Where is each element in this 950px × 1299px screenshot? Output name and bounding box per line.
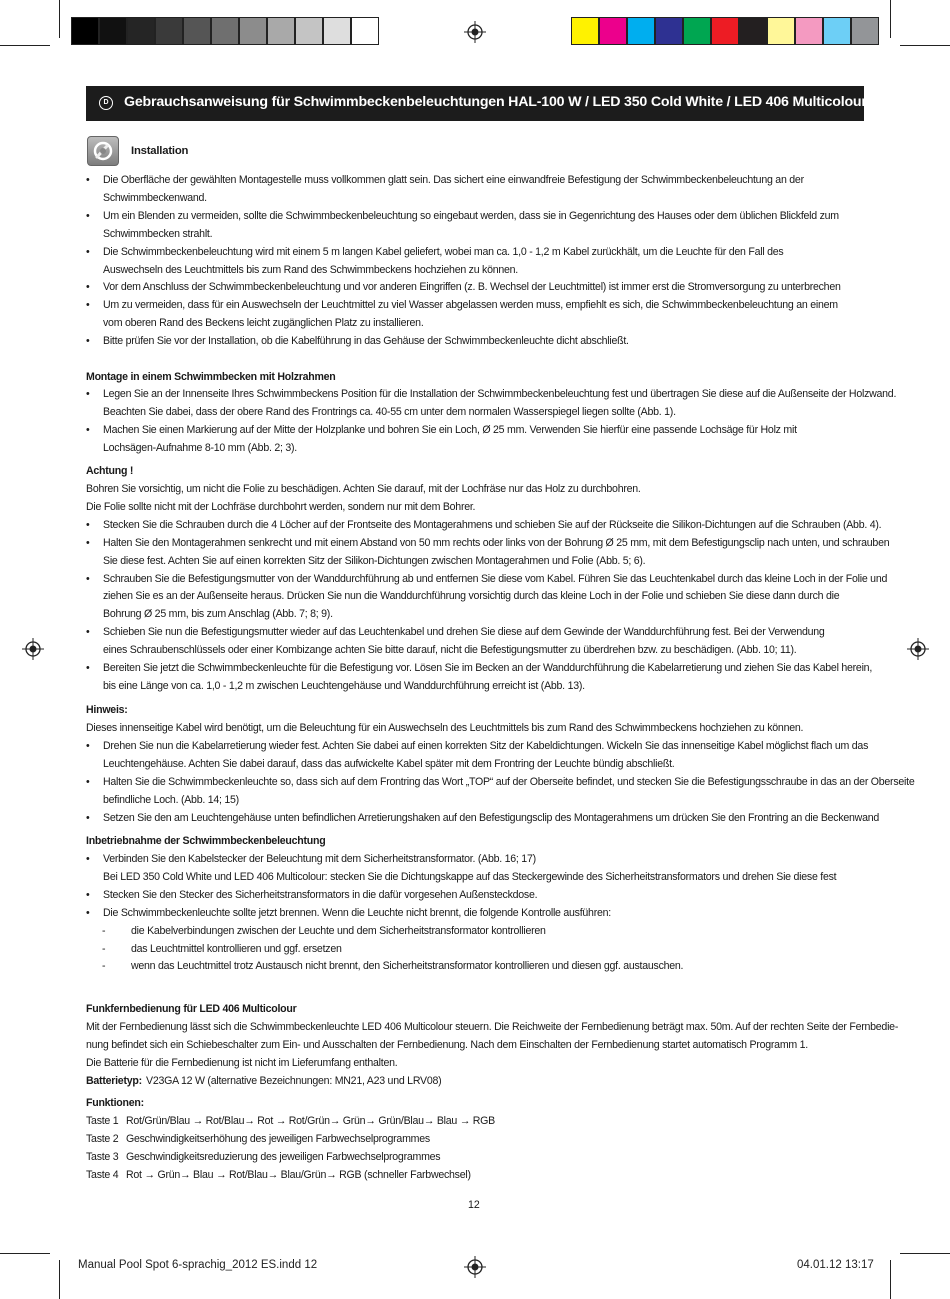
- bullet-marker: •: [86, 626, 90, 639]
- bullet-marker: •: [86, 174, 90, 186]
- function-description: Rot/Grün/Blau → Rot/Blau→ Rot → Rot/Grün→ Grün→ Grün/Blau→ Blau → RGB: [126, 1115, 495, 1127]
- bullet-marker: •: [86, 388, 90, 400]
- bullet-marker: •: [86, 811, 90, 824]
- color-swatch: [571, 17, 599, 45]
- bullet-marker: •: [86, 775, 90, 788]
- gray-swatch: [239, 17, 267, 45]
- color-swatch: [739, 17, 767, 45]
- color-swatch: [599, 17, 627, 45]
- battery-type-value: V23GA 12 W (alternative Bezeichnungen: MN21, A23 und LRV08): [146, 1074, 442, 1087]
- gray-swatch: [99, 17, 127, 45]
- section-heading-remote: Funkfernbedienung für LED 406 Multicolour: [86, 1003, 297, 1015]
- list-item: Schieben Sie nun die Befestigungsmutter wieder auf das Leuchtenkabel und drehen Sie diese auf dem Gewinde der Wanddurchführung fest. Bei der Verwendung: [103, 626, 825, 639]
- list-item: Leuchtengehäuse. Achten Sie dabei darauf, dass das aufwickelte Kabel später mit dem Frontring der Leuchte bündig abschließt.: [103, 757, 675, 770]
- crop-mark: [900, 1253, 950, 1254]
- registration-mark-icon: [22, 638, 44, 660]
- dash-marker: -: [102, 942, 106, 955]
- crop-mark: [0, 45, 50, 46]
- function-key: Taste 2: [86, 1132, 119, 1145]
- bullet-marker: •: [86, 853, 90, 865]
- section-heading-achtung: Achtung !: [86, 465, 134, 477]
- color-swatch: [711, 17, 739, 45]
- crop-mark: [900, 45, 950, 46]
- list-item: Stecken Sie den Stecker des Sicherheitstransformators in die dafür vorgesehen Außensteckdose.: [103, 888, 538, 901]
- list-item: wenn das Leuchtmittel trotz Austausch nicht brennt, den Sicherheitstransformator kontrollieren und diesen ggf. austauschen.: [131, 960, 684, 973]
- list-item: Bei LED 350 Cold White und LED 406 Multicolour: stecken Sie die Dichtungskappe auf das Steckergewinde des Sicherheitstransformators und drehen Sie diese fest: [103, 870, 837, 883]
- paragraph-line: Mit der Fernbedienung lässt sich die Schwimmbeckenleuchte LED 406 Multicolour steuern. Die Reichweite der Fernbedienung beträgt max. 50m. Auf der rechten Seite der Fernbedie-: [86, 1021, 899, 1033]
- bullet-marker: •: [86, 423, 90, 436]
- gray-swatch: [127, 17, 155, 45]
- list-item: Schwimmbeckenwand.: [103, 191, 207, 204]
- gray-swatch: [183, 17, 211, 45]
- list-item: vom oberen Rand des Beckens leicht zugänglichen Platz zu installieren.: [103, 317, 424, 330]
- paragraph-line: Die Folie sollte nicht mit der Lochfräse durchbohrt werden, sondern nur mit dem Bohrer.: [86, 500, 476, 513]
- list-item: Legen Sie an der Innenseite Ihres Schwimmbeckens Position für die Installation der Schwimmbeckenbeleuchtung fest und übertragen Sie diese auf die Außenseite der Holzwand.: [103, 388, 897, 400]
- bullet-marker: •: [86, 335, 90, 348]
- section-heading-funktionen: Funktionen:: [86, 1097, 144, 1109]
- gray-swatch: [295, 17, 323, 45]
- registration-mark-icon: [907, 638, 929, 660]
- list-item: Beachten Sie dabei, dass der obere Rand des Frontrings ca. 40-55 cm unter dem normalen Wasserspiegel liegen sollte (Abb. 1).: [103, 405, 676, 418]
- bullet-marker: •: [86, 518, 90, 531]
- crop-mark: [59, 1260, 60, 1299]
- bullet-marker: •: [86, 572, 90, 585]
- list-item: Halten Sie die Schwimmbeckenleuchte so, dass sich auf dem Frontring das Wort „TOP“ auf der Oberseite befindet, und stecken Sie die Befestigungsschraube in das an der Oberseite: [103, 775, 915, 788]
- gray-swatch: [351, 17, 379, 45]
- function-description: Geschwindigkeitserhöhung des jeweiligen Farbwechselprogrammes: [126, 1132, 430, 1145]
- function-key: Taste 3: [86, 1150, 119, 1163]
- bullet-marker: •: [86, 536, 90, 549]
- bullet-marker: •: [86, 245, 90, 258]
- section-heading-hinweis: Hinweis:: [86, 704, 128, 716]
- function-description: Rot → Grün→ Blau → Rot/Blau→ Blau/Grün→ RGB (schneller Farbwechsel): [126, 1168, 471, 1181]
- bullet-marker: •: [86, 281, 90, 294]
- color-swatch: [655, 17, 683, 45]
- bullet-marker: •: [86, 888, 90, 901]
- function-key: Taste 1: [86, 1115, 119, 1127]
- paragraph-line: Dieses innenseitige Kabel wird benötigt, um die Beleuchtung für ein Auswechseln des Leuchtmittels bis zum Rand des Schwimmbeckens hochziehen zu können.: [86, 722, 804, 734]
- dash-marker: -: [102, 924, 106, 937]
- list-item: Drehen Sie nun die Kabelarretierung wieder fest. Achten Sie dabei auf einen korrekten Sitz der Kabeldichtungen. Wickeln Sie das innenseitige Kabel möglichst flach um das: [103, 739, 869, 752]
- list-item: Die Oberfläche der gewählten Montagestelle muss vollkommen glatt sein. Das sichert eine einwandfreie Befestigung der Schwimmbeckenbeleuchtung an der: [103, 174, 804, 186]
- document-title-bar: [86, 86, 867, 121]
- page-number: 12: [468, 1199, 480, 1211]
- list-item: Schrauben Sie die Befestigungsmutter von der Wanddurchführung ab und entfernen Sie diese vom Kabel. Führen Sie das Leuchtenkabel durch das kleine Loch in der Folie und: [103, 572, 888, 585]
- language-badge: D: [99, 96, 113, 110]
- list-item: Die Schwimmbeckenbeleuchtung wird mit einem 5 m langen Kabel geliefert, wobei man ca. 1,0 - 1,2 m Kabel zurückhält, um die Leuchte für den Fall des: [103, 245, 784, 258]
- color-swatch: [683, 17, 711, 45]
- list-item: Lochsägen-Aufnahme 8-10 mm (Abb. 2; 3).: [103, 441, 297, 454]
- list-item: die Kabelverbindungen zwischen der Leuchte und dem Sicherheitstransformator kontrollieren: [131, 924, 546, 937]
- list-item: Vor dem Anschluss der Schwimmbeckenbeleuchtung und vor anderen Eingriffen (z. B. Wechsel der Leuchtmittel) ist immer erst die Stromversorgung zu unterbrechen: [103, 281, 841, 294]
- crop-mark: [890, 0, 891, 38]
- list-item: Sie diese fest. Achten Sie auf einen korrekten Sitz der Silikon-Dichtungen zwischen Montagerahmen und Folie (Abb. 5; 6).: [103, 554, 646, 567]
- document-title: Gebrauchsanweisung für Schwimmbeckenbeleuchtungen HAL-100 W / LED 350 Cold White / LED 406 Multicolour: [124, 94, 867, 110]
- list-item: Stecken Sie die Schrauben durch die 4 Löcher auf der Frontseite des Montagerahmens und schieben Sie auf der Rückseite die Silikon-Dichtungen auf die Schrauben (Abb. 4).: [103, 518, 882, 531]
- gray-swatch: [71, 17, 99, 45]
- print-timestamp: 04.01.12 13:17: [797, 1259, 874, 1271]
- crop-mark: [0, 1253, 50, 1254]
- registration-mark-icon: [464, 21, 486, 43]
- indesign-file-slug: Manual Pool Spot 6-sprachig_2012 ES.indd 12: [78, 1259, 318, 1271]
- bullet-marker: •: [86, 299, 90, 312]
- list-item: das Leuchtmittel kontrollieren und ggf. ersetzen: [131, 942, 342, 955]
- crop-mark: [890, 1260, 891, 1299]
- list-item: Um ein Blenden zu vermeiden, sollte die Schwimmbeckenbeleuchtung so eingebaut werden, dass sie in Gegenrichtung des Hauses oder dem üblichen Blickfeld zum: [103, 209, 839, 222]
- bullet-marker: •: [86, 906, 90, 919]
- list-item: Bitte prüfen Sie vor der Installation, ob die Kabelführung in das Gehäuse der Schwimmbeckenleuchte dicht abschließt.: [103, 335, 629, 348]
- section-heading-montage: Montage in einem Schwimmbecken mit Holzrahmen: [86, 371, 336, 383]
- gray-swatch: [155, 17, 183, 45]
- crop-mark: [59, 0, 60, 38]
- list-item: Setzen Sie den am Leuchtengehäuse unten befindlichen Arretierungshaken auf den Befestigungsclip des Montagerahmens um drücken Sie den Frontring an die Beckenwand: [103, 811, 880, 824]
- list-item: Schwimmbecken strahlt.: [103, 227, 213, 240]
- paragraph-line: Bohren Sie vorsichtig, um nicht die Folie zu beschädigen. Achten Sie darauf, mit der Lochfräse nur das Holz zu durchbohren.: [86, 483, 641, 495]
- gray-swatch: [323, 17, 351, 45]
- gray-swatch: [267, 17, 295, 45]
- function-key: Taste 4: [86, 1168, 119, 1181]
- list-item: Die Schwimmbeckenleuchte sollte jetzt brennen. Wenn die Leuchte nicht brennt, die folgende Kontrolle ausführen:: [103, 906, 611, 919]
- gray-swatch: [211, 17, 239, 45]
- list-item: Auswechseln des Leuchtmittels bis zum Rand des Schwimmbeckens hochziehen zu können.: [103, 263, 519, 276]
- bullet-marker: •: [86, 739, 90, 752]
- paragraph-line: nung befindet sich ein Schiebeschalter zum Ein- und Ausschalten der Fernbedienung. Nach dem Einschalten der Fernbedienung startet automatisch Programm 1.: [86, 1038, 808, 1051]
- function-description: Geschwindigkeitsreduzierung des jeweiligen Farbwechselprogrammes: [126, 1150, 441, 1163]
- battery-type-label: Batterietyp:: [86, 1074, 142, 1087]
- list-item: Bohrung Ø 25 mm, bis zum Anschlag (Abb. 7; 8; 9).: [103, 608, 333, 621]
- section-heading-inbetriebnahme: Inbetriebnahme der Schwimmbeckenbeleuchtung: [86, 835, 326, 847]
- list-item: Verbinden Sie den Kabelstecker der Beleuchtung mit dem Sicherheitstransformator. (Abb. 16; 17): [103, 853, 536, 865]
- list-item: bis eine Länge von ca. 1,0 - 1,2 m zwischen Leuchtengehäuse und Wanddurchführung erreicht ist (Abb. 13).: [103, 679, 585, 692]
- list-item: befindliche Loch. (Abb. 14; 15): [103, 793, 239, 806]
- list-item: Um zu vermeiden, dass für ein Auswechseln der Leuchtmittel zu viel Wasser abgelassen werden muss, empfiehlt es sich, die Schwimmbeckenbeleuchtung an einem: [103, 299, 838, 312]
- list-item: eines Schraubenschlüssels oder einer Kombizange achten Sie bitte darauf, nicht die Befestigungsmutter zu überdrehen bzw. zu beschädigen. (Abb. 10; 11).: [103, 644, 797, 657]
- list-item: Bereiten Sie jetzt die Schwimmbeckenleuchte für die Befestigung vor. Lösen Sie im Becken an der Wanddurchführung die Kabelarretierung und ziehen Sie das Kabel herein,: [103, 662, 873, 674]
- registration-mark-icon: [464, 1256, 486, 1278]
- color-swatch: [823, 17, 851, 45]
- color-swatch: [767, 17, 795, 45]
- bullet-marker: •: [86, 662, 90, 674]
- color-swatch: [851, 17, 879, 45]
- list-item: Halten Sie den Montagerahmen senkrecht und mit einem Abstand von 50 mm rechts oder links von der Bohrung Ø 25 mm, mit dem Befestigungsclip nach unten, und schrauben: [103, 536, 890, 549]
- list-item: ziehen Sie es an der Außenseite heraus. Drücken Sie nun die Wanddurchführung vorsichtig durch das kleine Loch in der Folie und schieben Sie diese dann durch die: [103, 590, 840, 603]
- list-item: Machen Sie einen Markierung auf der Mitte der Holzplanke und bohren Sie ein Loch, Ø 25 mm. Verwenden Sie hierfür eine passende Lochsäge für Holz mit: [103, 423, 797, 436]
- section-heading-installation: Installation: [131, 145, 189, 157]
- color-swatch: [627, 17, 655, 45]
- dash-marker: -: [102, 960, 106, 973]
- paragraph-line: Die Batterie für die Fernbedienung ist nicht im Lieferumfang enthalten.: [86, 1056, 398, 1069]
- color-swatch: [795, 17, 823, 45]
- bullet-marker: •: [86, 209, 90, 222]
- wrench-gear-icon: [87, 136, 119, 166]
